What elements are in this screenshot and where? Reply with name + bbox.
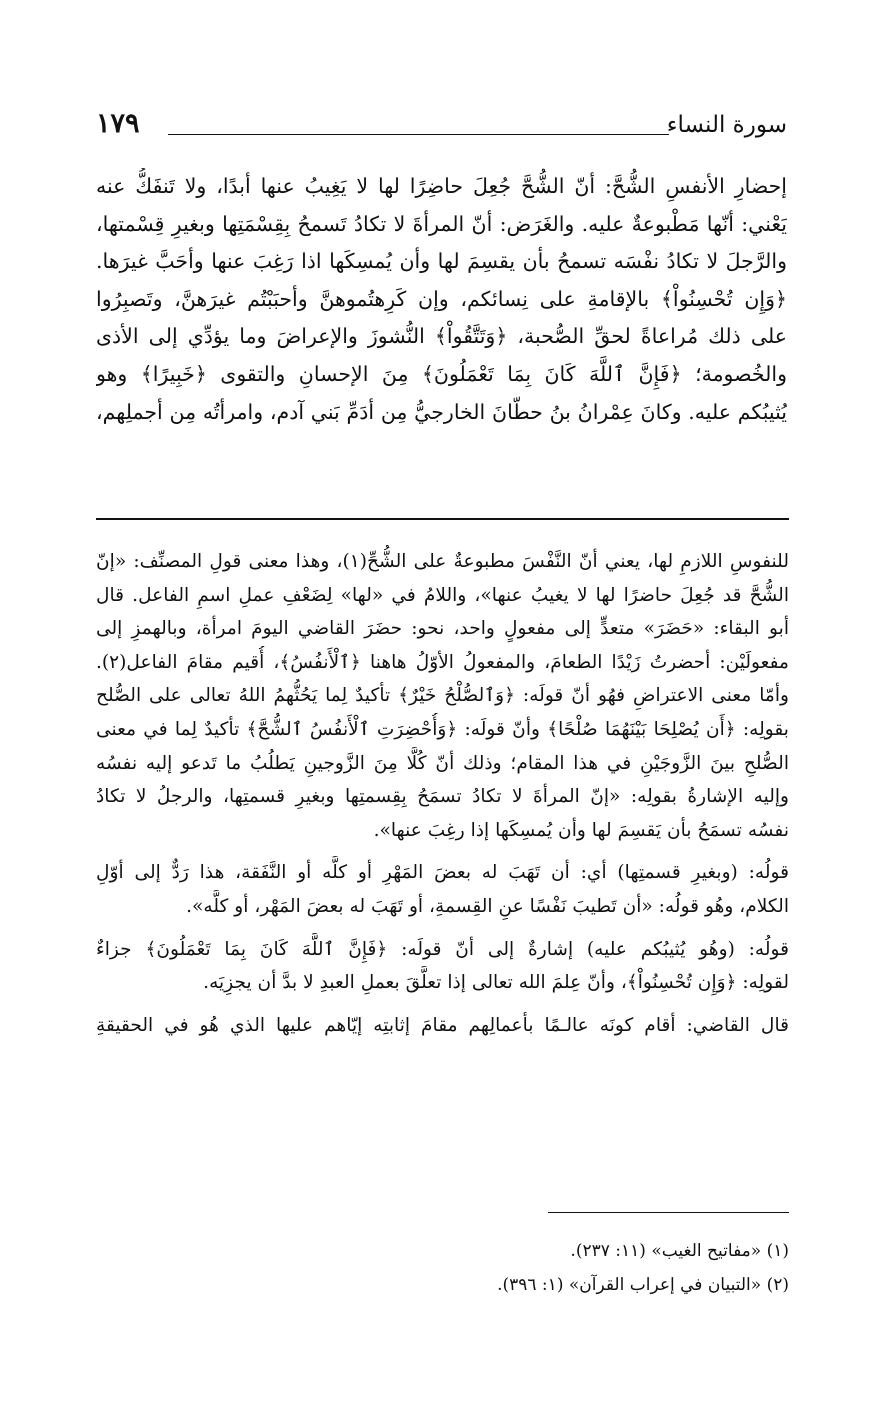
commentary-line: مفعولَيْن: أحضرتُ زَيْدًا الطعامَ، والمفعولُ الأوّلُ هاهنا ﴿ٱلْأَنفُسُ﴾، أُقيم مقامَ الفاعل(٢). bbox=[96, 651, 789, 673]
commentary-line: وإليه الإشارةُ بقولِه: «إنّ المرأةَ لا تكادُ تسمَحُ بِقِسمتِها وبغيرِ قسمتِها، والرجلُ لا تكادُ bbox=[96, 786, 789, 808]
commentary-line: الكلام، وهُو قولُه: «أن تَطيبَ نَفْسًا عنِ القِسمةِ، أو تَهَبَ له بعضَ المَهْر، أو كلَّه». bbox=[186, 895, 789, 917]
main-line: والخُصومة؛ ﴿فَإِنَّ ٱللَّهَ كَانَ بِمَا تَعْمَلُونَ﴾ مِنَ الإحسانِ والتقوى ﴿خَبِيرًا﴾ وهو bbox=[96, 361, 787, 386]
main-line: ﴿وَإِن تُحْسِنُواْ﴾ بالإقامةِ على نِسائكم، وإن كَرِهتُموهنَّ وأحبَبْتُم غيرَهنَّ، وتَصبِرُوا bbox=[96, 286, 787, 311]
surah-title: سورة النساء bbox=[666, 112, 787, 138]
commentary-line: لقولِه: ﴿وَإِن تُحْسِنُواْ﴾، وأنّ عِلمَ الله تعالى إذا تعلَّقَ بعملِ العبدِ لا بدَّ أن يجزِيَه. bbox=[203, 972, 789, 994]
commentary-line: نفسُه تسمَحُ بأن يَقسِمَ لها وأن يُمسِكَها إذا رغِبَ عنها». bbox=[373, 819, 789, 841]
commentary-line: قال القاضي: أقام كونَه عالـمًا بأعمالِهم مقامَ إثابتِه إيّاهم عليها الذي هُو في الحقيقةِ bbox=[96, 1014, 789, 1036]
main-line: والرَّجلَ لا تكادُ نفْسَه تسمحُ بأن يقسِمَ لها وأن يُمسِكَها اذا رَغِبَ عنها وأحَبَّ غيرَها. bbox=[96, 249, 787, 274]
footnotes bbox=[96, 1234, 789, 1302]
commentary-line: وأمّا معنى الاعتراضِ فهُو أنّ قولَه: ﴿وَٱلصُّلْحُ خَيْرٌ﴾ تأكيدٌ لِما يَحُثُّهمُ اللهُ تعالى على الصُّلح bbox=[96, 685, 789, 707]
main-line: على ذلك مُراعاةً لحقِّ الصُّحبة، ﴿وَتَتَّقُواْ﴾ النُّشوزَ والإعراضَ وما يؤدِّي إلى الأذى bbox=[96, 324, 787, 349]
commentary-line: للنفوسِ اللازمِ لها، يعني أنّ النَّفْسَ مطبوعةٌ على الشُّحِّ(١)، وهذا معنى قولِ المصنِّف: «إنّ bbox=[96, 551, 789, 572]
commentary-paragraph bbox=[96, 856, 789, 923]
footnote-rule bbox=[548, 1212, 789, 1213]
footnote: (٢) «التبيان في إعراب القرآن» (١: ٣٩٦). bbox=[497, 1275, 789, 1295]
main-line: إحضارِ الأنفسِ الشُّحَّ: أنّ الشُّحَّ جُعِلَ حاضِرًا لها لا يَغِيبُ عنها أبدًا، ولا تَنفَكُّ عنه bbox=[96, 174, 787, 198]
commentary-line: الصُّلحِ بينَ الزَّوجَيْنِ في هذا المقام؛ وذلك أنّ كُلًّا مِنَ الزَّوجينِ يَطلُبُ ما تَدعو إليه نفسُه bbox=[96, 752, 789, 774]
main-line: يُثيبُكم عليه. وكانَ عِمْرانُ بنُ حطّانَ الخارجيُّ مِن أدَمِّ بَني آدم، وامرأتُه مِن أجملِهم، bbox=[96, 399, 787, 424]
main-line: يَعْني: أنّها مَطْبوعةٌ عليه. والغَرَض: أنّ المرأةَ لا تكادُ تَسمحُ بِقِسْمَتِها وبغيرِ قِسْمتها، bbox=[96, 211, 787, 236]
commentary bbox=[96, 545, 789, 1051]
commentary-paragraph bbox=[96, 933, 789, 1000]
commentary-paragraph bbox=[96, 545, 789, 847]
commentary-line: قولُه: (وبغيرِ قسمتِها) أي: أن تَهَبَ له بعضَ المَهْرِ أو كلَّه أو النَّفَقة، هذا رَدٌّ إلى أوّلِ bbox=[96, 862, 789, 884]
page-number: ١٧٩ bbox=[96, 108, 140, 139]
commentary-line: أبو البقاء: «حَضَرَ» متعدٍّ إلى مفعولٍ واحد، نحو: حضَرَ القاضي اليومَ امرأة، وبالهمزِ إلى bbox=[96, 618, 789, 640]
section-divider bbox=[96, 518, 789, 520]
commentary-line: قولُه: (وهُو يُثيبُكم عليه) إشارةٌ إلى أنّ قولَه: ﴿فَإِنَّ ٱللَّهَ كَانَ بِمَا تَعْمَلُونَ﴾ جزاءٌ bbox=[96, 938, 789, 960]
commentary-paragraph bbox=[96, 1009, 789, 1043]
page-header bbox=[96, 108, 787, 148]
commentary-line: بقولِه: ﴿أَن يُصْلِحَا بَيْنَهُمَا صُلْحًا﴾ وأنّ قولَه: ﴿وَأُحْضِرَتِ ٱلْأَنفُسُ ٱلشُّحَّ﴾ تأكيدٌ لِما في معنى bbox=[96, 718, 789, 740]
commentary-line: الشُّحَّ قد جُعِلَ حاضرًا لها لا يغيبُ عنها»، واللامُ في «لها» لِضَعْفِ عملِ اسمِ الفاعل. قال bbox=[96, 584, 789, 606]
main-text bbox=[96, 168, 787, 431]
header-rule bbox=[168, 134, 669, 135]
footnote: (١) «مفاتيح الغيب» (١١: ٢٣٧). bbox=[570, 1241, 789, 1261]
